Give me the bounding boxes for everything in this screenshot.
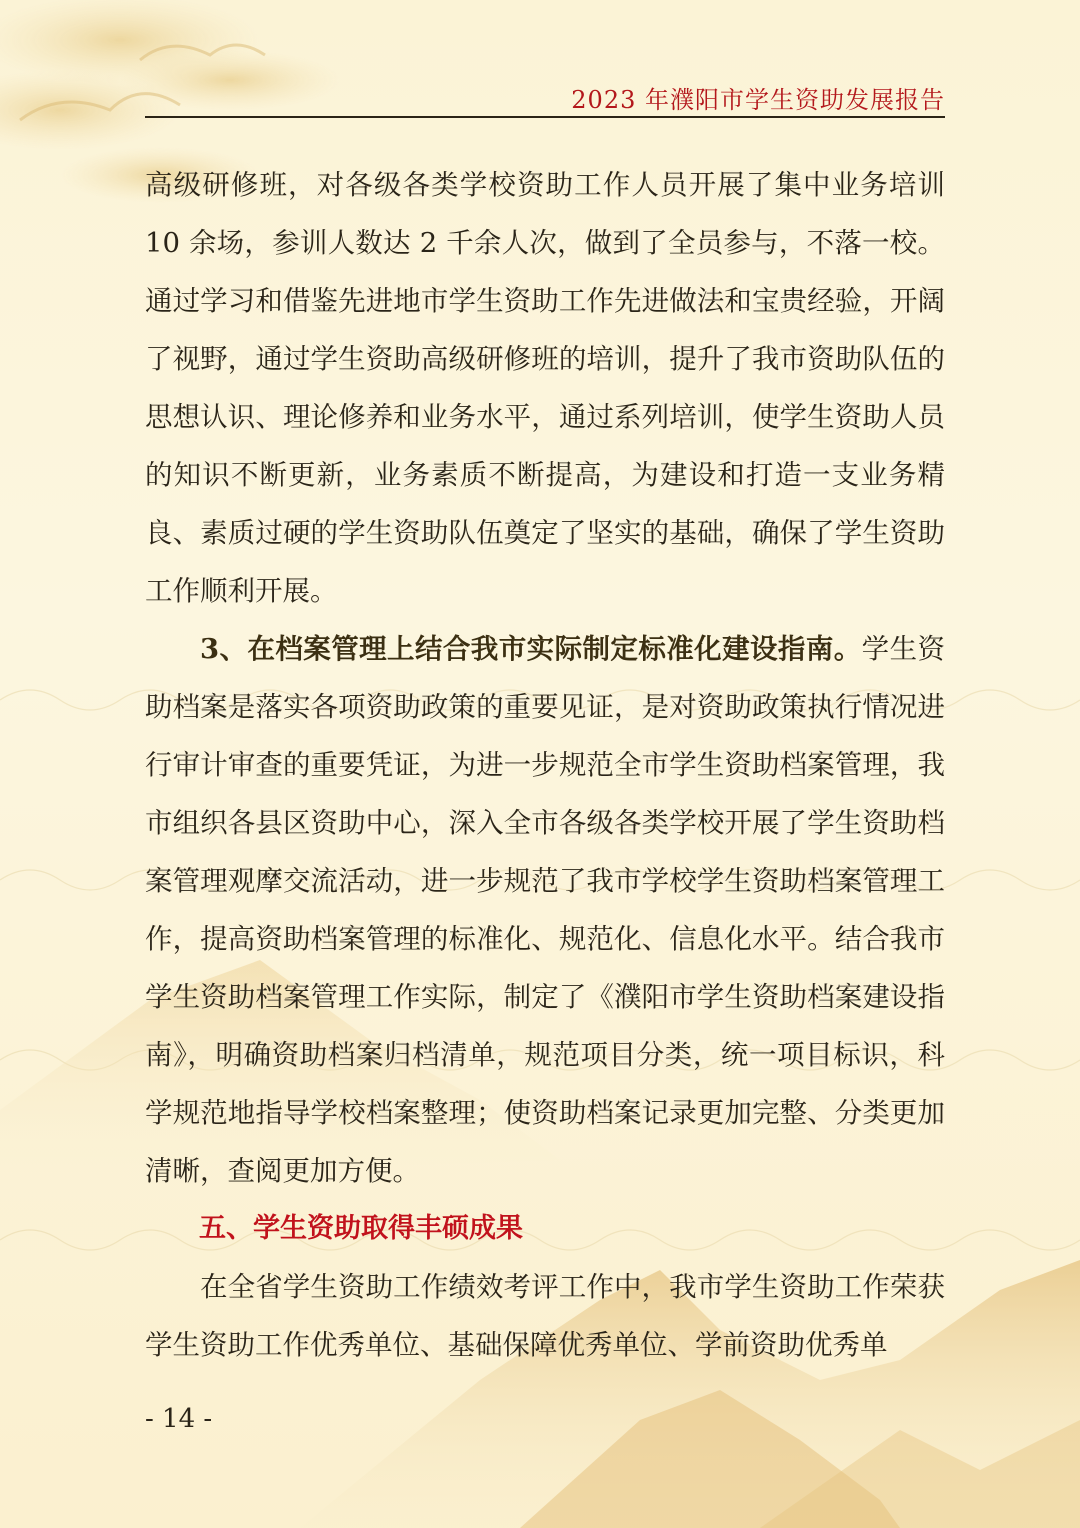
- section-heading: 五、学生资助取得丰硕成果: [199, 1213, 523, 1244]
- document-body: [145, 156, 945, 1374]
- paragraph-archive-body: 学生资助档案是落实各项资助政策的重要见证，是对资助政策执行情况进行审计审查的重要凭证，为进一步规范全市学生资助档案管理，我市组织各县区资助中心，深入全市各级各类学校开展了学生资助档案管理观摩交流活动，进一步规范了我市学校学生资助档案管理工作，提高资助档案管理的标准化、规范化、信息化水平。结合我市学生资助档案管理工作实际，制定了《濮阳市学生资助档案建设指南》，明确资助档案归档清单，规范项目分类，统一项目标识，科学规范地指导学校档案整理；使资助档案记录更加完整、分类更加清晰，查阅更加方便。: [145, 633, 946, 1187]
- page-header: [145, 78, 945, 118]
- paragraph-archive-management: [145, 620, 945, 1200]
- paragraph-achievements: 在全省学生资助工作绩效考评工作中，我市学生资助工作荣获学生资助工作优秀单位、基础保障优秀单位、学前资助优秀单: [145, 1271, 945, 1361]
- paragraph-training: 高级研修班，对各级各类学校资助工作人员开展了集中业务培训10 余场，参训人数达 2 千余人次，做到了全员参与，不落一校。通过学习和借鉴先进地市学生资助工作先进做法和宝贵经验，开阔了视野，通过学生资助高级研修班的培训，提升了我市资助队伍的思想认识、理论修养和业务水平，通过系列培训，使学生资助人员的知识不断更新，业务素质不断提高，为建设和打造一支业务精良、素质过硬的学生资助队伍奠定了坚实的基础，确保了学生资助工作顺利开展。: [145, 169, 945, 607]
- paragraph-lead-heading: 3、在档案管理上结合我市实际制定标准化建设指南。: [200, 633, 862, 665]
- report-title: 2023 年濮阳市学生资助发展报告: [571, 86, 945, 114]
- page-number: - 14 -: [145, 1404, 213, 1434]
